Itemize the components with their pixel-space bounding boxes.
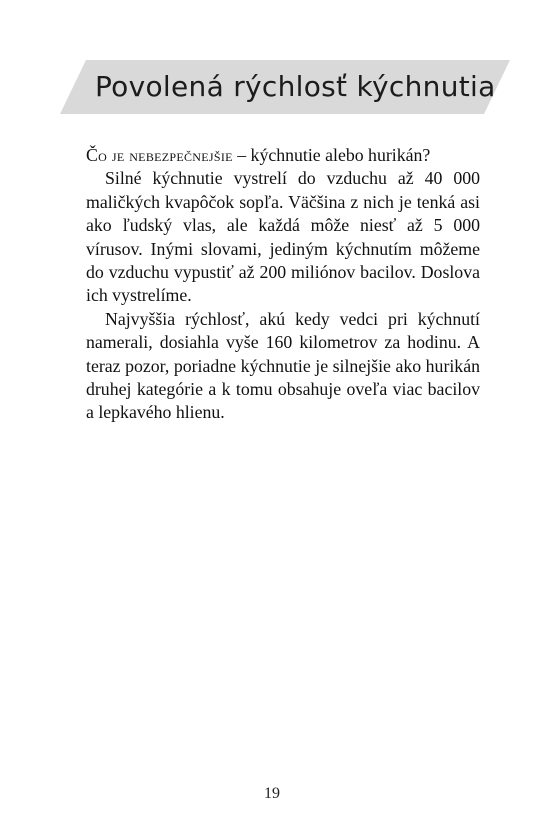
paragraph-droplets: Silné kýchnutie vystrelí do vzduchu až 40 000 maličkých kvapôčok sopľa. Väčšina z nich je tenká asi ako ľudský vlas, ale každá môže niesť až 5 000 vírusov. Inými slovami, jediným kýchnutím môžeme do vzduchu vypustiť až 200 miliónov bacilov. Doslova ich vystrelíme.: [86, 168, 480, 306]
chapter-title: Povolená rýchlosť kýchnutia: [95, 70, 496, 103]
paragraph-speed: Najvyššia rýchlosť, akú kedy vedci pri kýchnutí namerali, dosiahla vyše 160 kilometrov za hodinu. A teraz pozor, poriadne kýchnutie je silnejšie ako hurikán druhej kategórie a k tomu obsahuje oveľa viac bacilov a lepkavého hlienu.: [86, 308, 480, 423]
chapter-title-banner: [0, 0, 544, 140]
lead-paragraph: [86, 144, 480, 167]
lead-question: – kýchnutie alebo hurikán?: [232, 145, 431, 165]
article-body: [86, 144, 480, 425]
lead-small-caps: Čo je nebezpečnejšie: [86, 145, 233, 165]
page-number: 19: [264, 785, 280, 802]
